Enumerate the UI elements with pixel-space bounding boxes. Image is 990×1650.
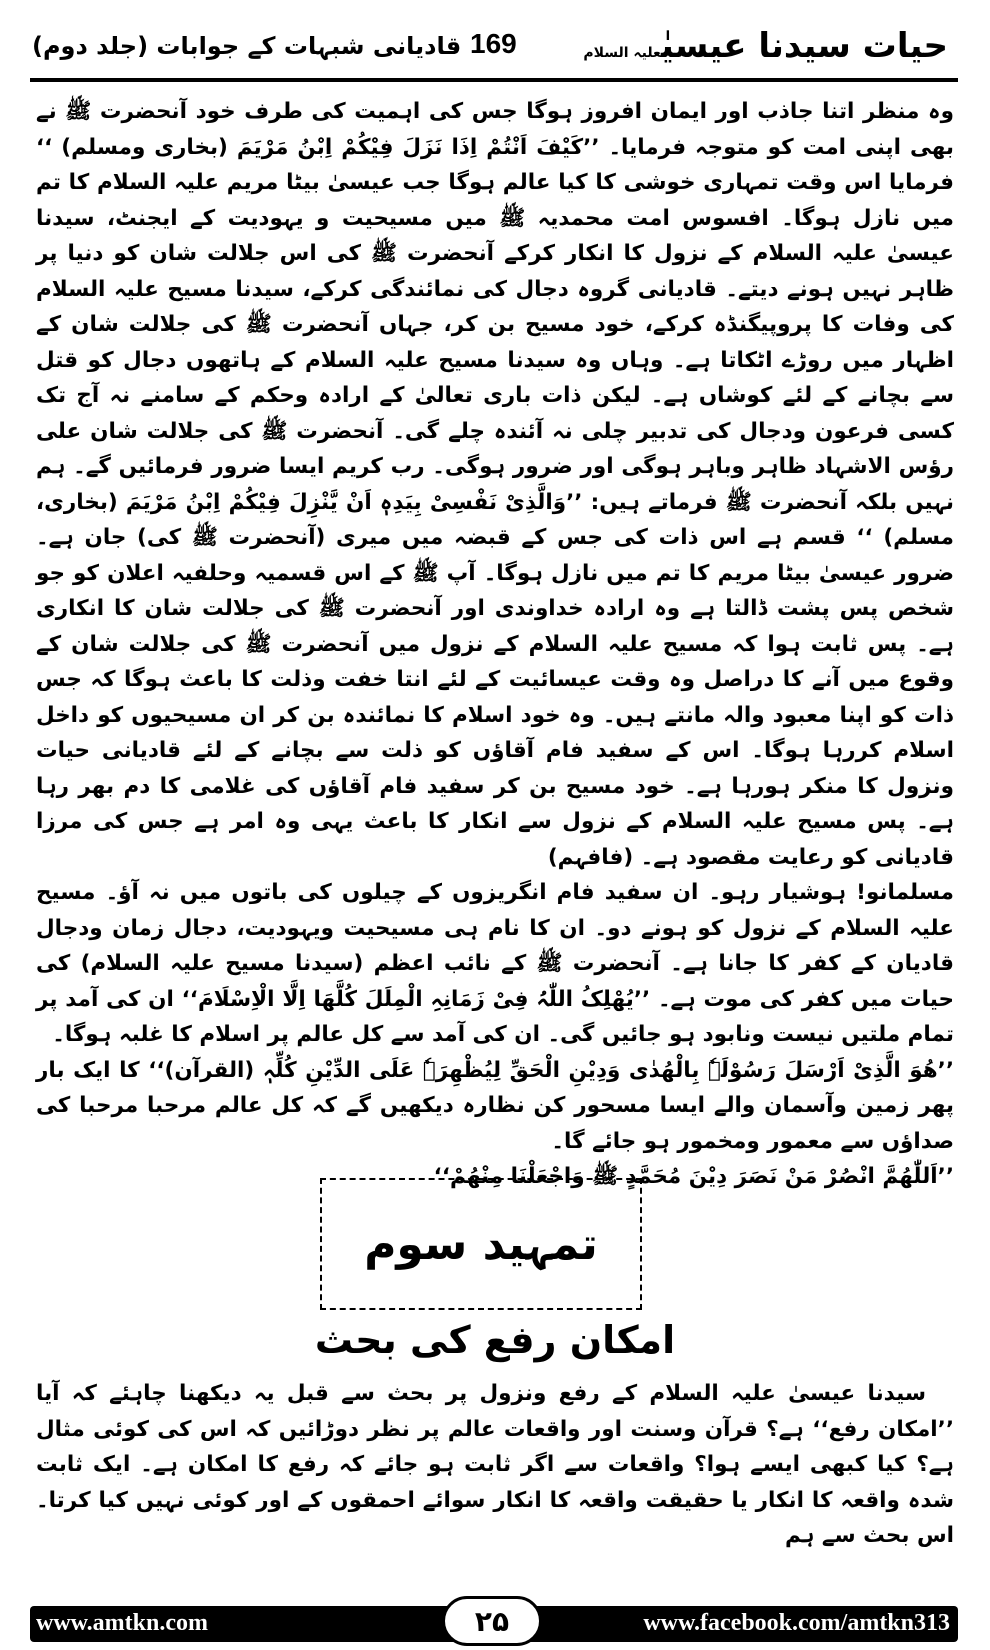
main-text <box>36 94 954 1195</box>
volume-title: قادیانی شبہات کے جوابات (جلد دوم) <box>32 32 462 60</box>
closing-dua: ’’اَللّٰھُمَّ انْصُرْ مَنْ نَصَرَ دِیْنَ مُحَمَّدٍ ﷺ وَاجْعَلْنَا مِنْھُمْ‘‘ <box>433 1164 954 1189</box>
salutation: علیہ السلام <box>583 45 661 61</box>
header-rule <box>30 78 958 82</box>
website-link[interactable]: www.amtkn.com <box>36 1610 208 1636</box>
header-page-number: 169 <box>470 28 517 59</box>
book-title <box>583 26 948 66</box>
section-text <box>36 1376 954 1554</box>
section-box <box>320 1178 642 1310</box>
section-subheading: امکان رفع کی بحث <box>314 1318 676 1362</box>
box-heading: تمہید سوم <box>364 1218 598 1270</box>
footer-page-number: ۲۵ <box>474 1604 510 1638</box>
paragraph-final: سیدنا عیسیٰ علیہ السلام کے رفع ونزول پر بحث سے قبل یہ دیکھنا چاہئے کہ آیا ’’امکان رفع‘‘ ہے؟ قرآن وسنت اور واقعات عالم پر نظر دوڑائیں کہ اس کی کوئی مثال ہے؟ کیا کبھی ایسے ہوا؟ واقعات سے اگر ثابت ہو جائے کہ رفع کا امکان ہے۔ ایک ثابت شدہ واقعہ کا انکار یا حقیقت واقعہ کا انکار سوائے احمقوں کے اور کوئی نہیں کیا کرتا۔ اس بحث سے ہم <box>36 1381 954 1548</box>
book-title-text: حیات سیدنا عیسیٰ <box>660 26 948 66</box>
paragraph-3: ’’ھُوَ الَّذِیْ اَرْسَلَ رَسُوْلَہٗ بِالْھُدٰی وَدِیْنِ الْحَقِّ لِیُظْھِرَہٗ عَلَی الدِّیْنِ کُلِّہٖ (القرآن)‘‘ کا ایک بار پھر زمین وآسمان والے ایسا مسحور کن نظارہ دیکھیں گے کہ کل عالم مرحبا مرحبا کی صداؤں سے معمور ومخمور ہو جائے گا۔ <box>36 1057 954 1154</box>
paragraph-2: مسلمانو! ہوشیار رہو۔ ان سفید فام انگریزوں کے چیلوں کی باتوں میں نہ آؤ۔ مسیح علیہ السلام کے نزول کو ہونے دو۔ ان کا نام ہی مسیحیت ویہودیت، دجال زمان ودجال قادیان کے کفر کا جانا ہے۔ آنحضرت ﷺ کے نائب اعظم (سیدنا مسیح علیہ السلام) کی حیات میں کفر کی موت ہے۔ ’’یُھْلِکُ اللّٰہُ فِیْ زَمَانِہِ الْمِلَلَ کُلَّھَا اِلَّا الْاِسْلَامَ‘‘ ان کی آمد پر تمام ملتیں نیست ونابود ہو جائیں گی۔ ان کی آمد سے کل عالم پر اسلام کا غلبہ ہوگا۔ <box>36 880 954 1047</box>
paragraph-1: وہ منظر اتنا جاذب اور ایمان افروز ہوگا جس کی اہمیت کی طرف خود آنحضرت ﷺ نے بھی اپنی امت کو متوجہ فرمایا۔ ’’کَیْفَ اَنْتُمْ اِذَا نَزَلَ فِیْکُمْ اِبْنُ مَرْیَمَ (بخاری ومسلم) ‘‘ فرمایا اس وقت تمہاری خوشی کا کیا عالم ہوگا جب عیسیٰ بیٹا مریم علیہ السلام کا تم میں نازل ہوگا۔ افسوس امت محمدیہ ﷺ میں مسیحیت و یہودیت کے ایجنٹ، سیدنا عیسیٰ علیہ السلام کے نزول کا انکار کرکے آنحضرت ﷺ کی اس جلالت شان کو دنیا پر ظاہر نہیں ہونے دیتے۔ قادیانی گروہ دجال کی نمائندگی کرکے، سیدنا مسیح علیہ السلام کی وفات کا پروپیگنڈہ کرکے، خود مسیح بن کر، جہاں آنحضرت ﷺ کی جلالت شان کے اظہار میں روڑے اٹکاتا ہے۔ وہاں وہ سیدنا مسیح علیہ السلام کے ہاتھوں دجال کو قتل سے بچانے کے لئے کوشاں ہے۔ لیکن ذات باری تعالیٰ کے ارادہ وحکم کے سامنے نہ آج تک کسی فرعون ودجال کی تدبیر چلی نہ آئندہ چلے گی۔ آنحضرت ﷺ کی جلالت شان علی رؤس الاشہاد ظاہر وباہر ہوگی اور ضرور ہوگی۔ رب کریم ایسا ضرور فرمائیں گے۔ ہم نہیں بلکہ آنحضرت ﷺ فرماتے ہیں: ’’وَالَّذِیْ نَفْسِیْ بِیَدِہٖ اَنْ یَّنْزِلَ فِیْکُمْ اِبْنُ مَرْیَمَ (بخاری، مسلم) ‘‘ قسم ہے اس ذات کی جس کے قبضہ میں میری (آنحضرت ﷺ کی) جان ہے۔ ضرور عیسیٰ بیٹا مریم کا تم میں نازل ہوگا۔ آپ ﷺ کے اس قسمیہ وحلفیہ اعلان کو جو شخص پس پشت ڈالتا ہے وہ ارادہ خداوندی اور آنحضرت ﷺ کی جلالت شان کا انکاری ہے۔ پس ثابت ہوا کہ مسیح علیہ السلام کے نزول میں آنحضرت ﷺ کی جلالت شان کے وقوع میں آنے کا دراصل وہ وقت عیسائیت کے لئے انتا خفت وذلت کا باعث ہوگا کہ جس ذات کو اپنا معبود والہ مانتے ہیں۔ وہ خود اسلام کا نمائندہ بن کر ان مسیحیوں کو داخل اسلام کررہا ہوگا۔ اس کے سفید فام آقاؤں کو ذلت سے بچانے کے لئے قادیانی حیات ونزول کا منکر ہورہا ہے۔ خود مسیح بن کر سفید فام آقاؤں کی غلامی کا دم بھر رہا ہے۔ پس مسیح علیہ السلام کے نزول سے انکار کا باعث یہی وہ امر ہے جس کی مرزا قادیانی کو رعایت مقصود ہے۔ (فافہم) <box>36 99 954 870</box>
page-footer <box>30 1606 958 1642</box>
facebook-link[interactable]: www.facebook.com/amtkn313 <box>643 1610 950 1636</box>
page-header <box>30 22 958 72</box>
footer-page-badge <box>442 1596 542 1646</box>
